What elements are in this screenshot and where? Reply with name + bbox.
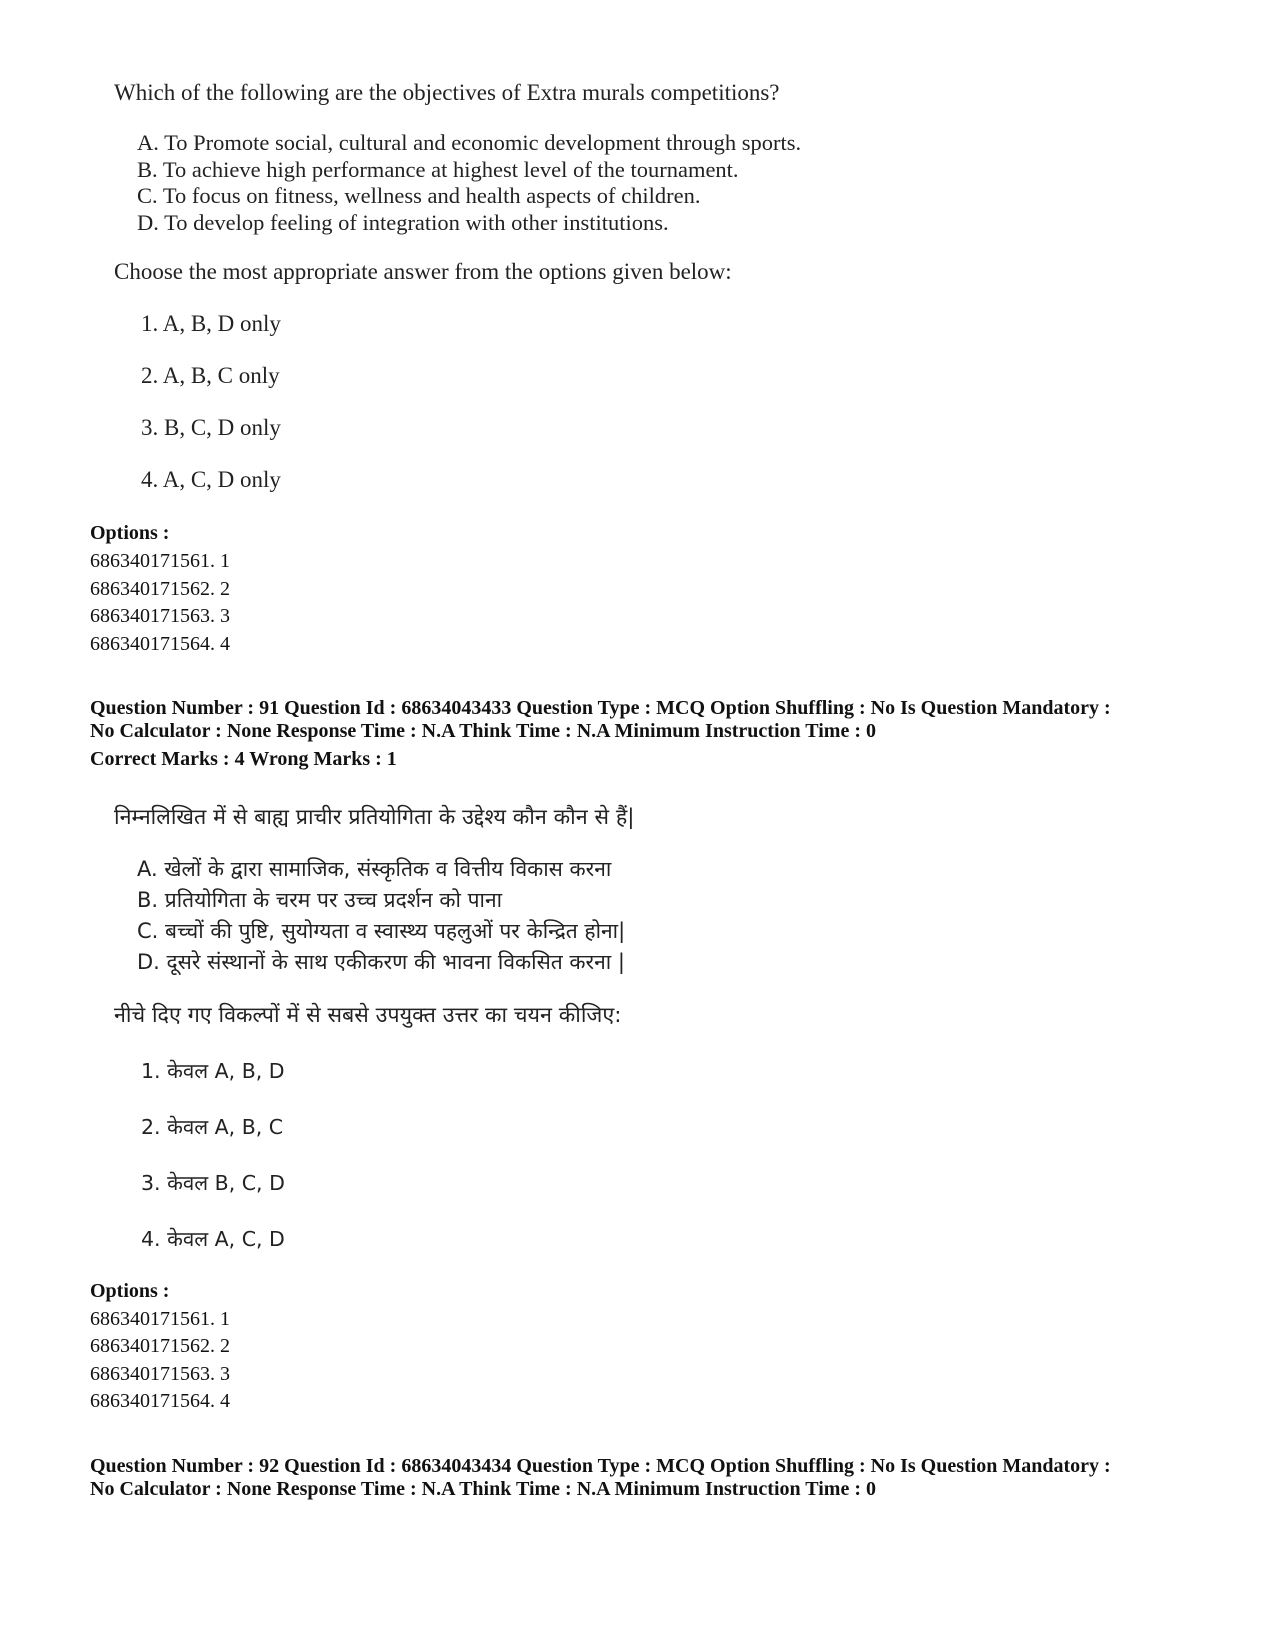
english-choice-4: 4. A, C, D only xyxy=(141,467,281,492)
english-question-stem: Which of the following are the objectives of Extra murals competitions? xyxy=(114,80,780,105)
english-statement-a: A. To Promote social, cultural and economic development through sports. xyxy=(137,130,802,155)
english-choice-2: 2. A, B, C only xyxy=(141,363,280,388)
hindi-instruction: नीचे दिए गए विकल्पों में से सबसे उपयुक्त उत्तर का चयन कीजिए: xyxy=(114,1003,622,1028)
option-line: 686340171561. 1 xyxy=(90,550,230,572)
marks-line: Correct Marks : 4 Wrong Marks : 1 xyxy=(90,748,397,770)
options-heading: Options : xyxy=(90,522,170,544)
hindi-statement-d: D. दूसरे संस्थानों के साथ एकीकरण की भावना विकसित करना | xyxy=(137,950,625,974)
hindi-statement-c: C. बच्चों की पुष्टि, सुयोग्यता व स्वास्थ्य पहलुओं पर केन्द्रित होना| xyxy=(137,919,626,943)
english-instruction: Choose the most appropriate answer from the options given below: xyxy=(114,259,732,284)
question-meta-line: Question Number : 91 Question Id : 68634043433 Question Type : MCQ Option Shuffling : No Is Question Mandatory : xyxy=(90,697,1111,719)
hindi-choice-1: 1. केवल A, B, D xyxy=(141,1059,285,1083)
option-line: 686340171564. 4 xyxy=(90,1390,230,1412)
hindi-choice-4: 4. केवल A, C, D xyxy=(141,1227,285,1251)
option-line: 686340171563. 3 xyxy=(90,605,230,627)
option-line: 686340171562. 2 xyxy=(90,578,230,600)
english-statement-b: B. To achieve high performance at highest level of the tournament. xyxy=(137,157,739,182)
hindi-statement-b: B. प्रतियोगिता के चरम पर उच्च प्रदर्शन को पाना xyxy=(137,888,503,912)
english-statement-c: C. To focus on fitness, wellness and health aspects of children. xyxy=(137,183,701,208)
question-meta-line: No Calculator : None Response Time : N.A Think Time : N.A Minimum Instruction Time : 0 xyxy=(90,1478,876,1500)
options-heading: Options : xyxy=(90,1280,170,1302)
english-statement-d: D. To develop feeling of integration with other institutions. xyxy=(137,210,669,235)
hindi-choice-2: 2. केवल A, B, C xyxy=(141,1115,284,1139)
hindi-choice-3: 3. केवल B, C, D xyxy=(141,1171,285,1195)
option-line: 686340171564. 4 xyxy=(90,633,230,655)
hindi-question-stem: निम्नलिखित में से बाह्य प्राचीर प्रतियोगिता के उद्देश्य कौन कौन से हैं| xyxy=(114,805,635,830)
option-line: 686340171563. 3 xyxy=(90,1363,230,1385)
question-meta-line: No Calculator : None Response Time : N.A Think Time : N.A Minimum Instruction Time : 0 xyxy=(90,720,876,742)
hindi-statement-a: A. खेलों के द्वारा सामाजिक, संस्कृतिक व वित्तीय विकास करना xyxy=(137,857,612,881)
english-choice-3: 3. B, C, D only xyxy=(141,415,281,440)
english-choice-1: 1. A, B, D only xyxy=(141,311,281,336)
option-line: 686340171561. 1 xyxy=(90,1308,230,1330)
question-meta-line: Question Number : 92 Question Id : 68634043434 Question Type : MCQ Option Shuffling : No Is Question Mandatory : xyxy=(90,1455,1111,1477)
option-line: 686340171562. 2 xyxy=(90,1335,230,1357)
